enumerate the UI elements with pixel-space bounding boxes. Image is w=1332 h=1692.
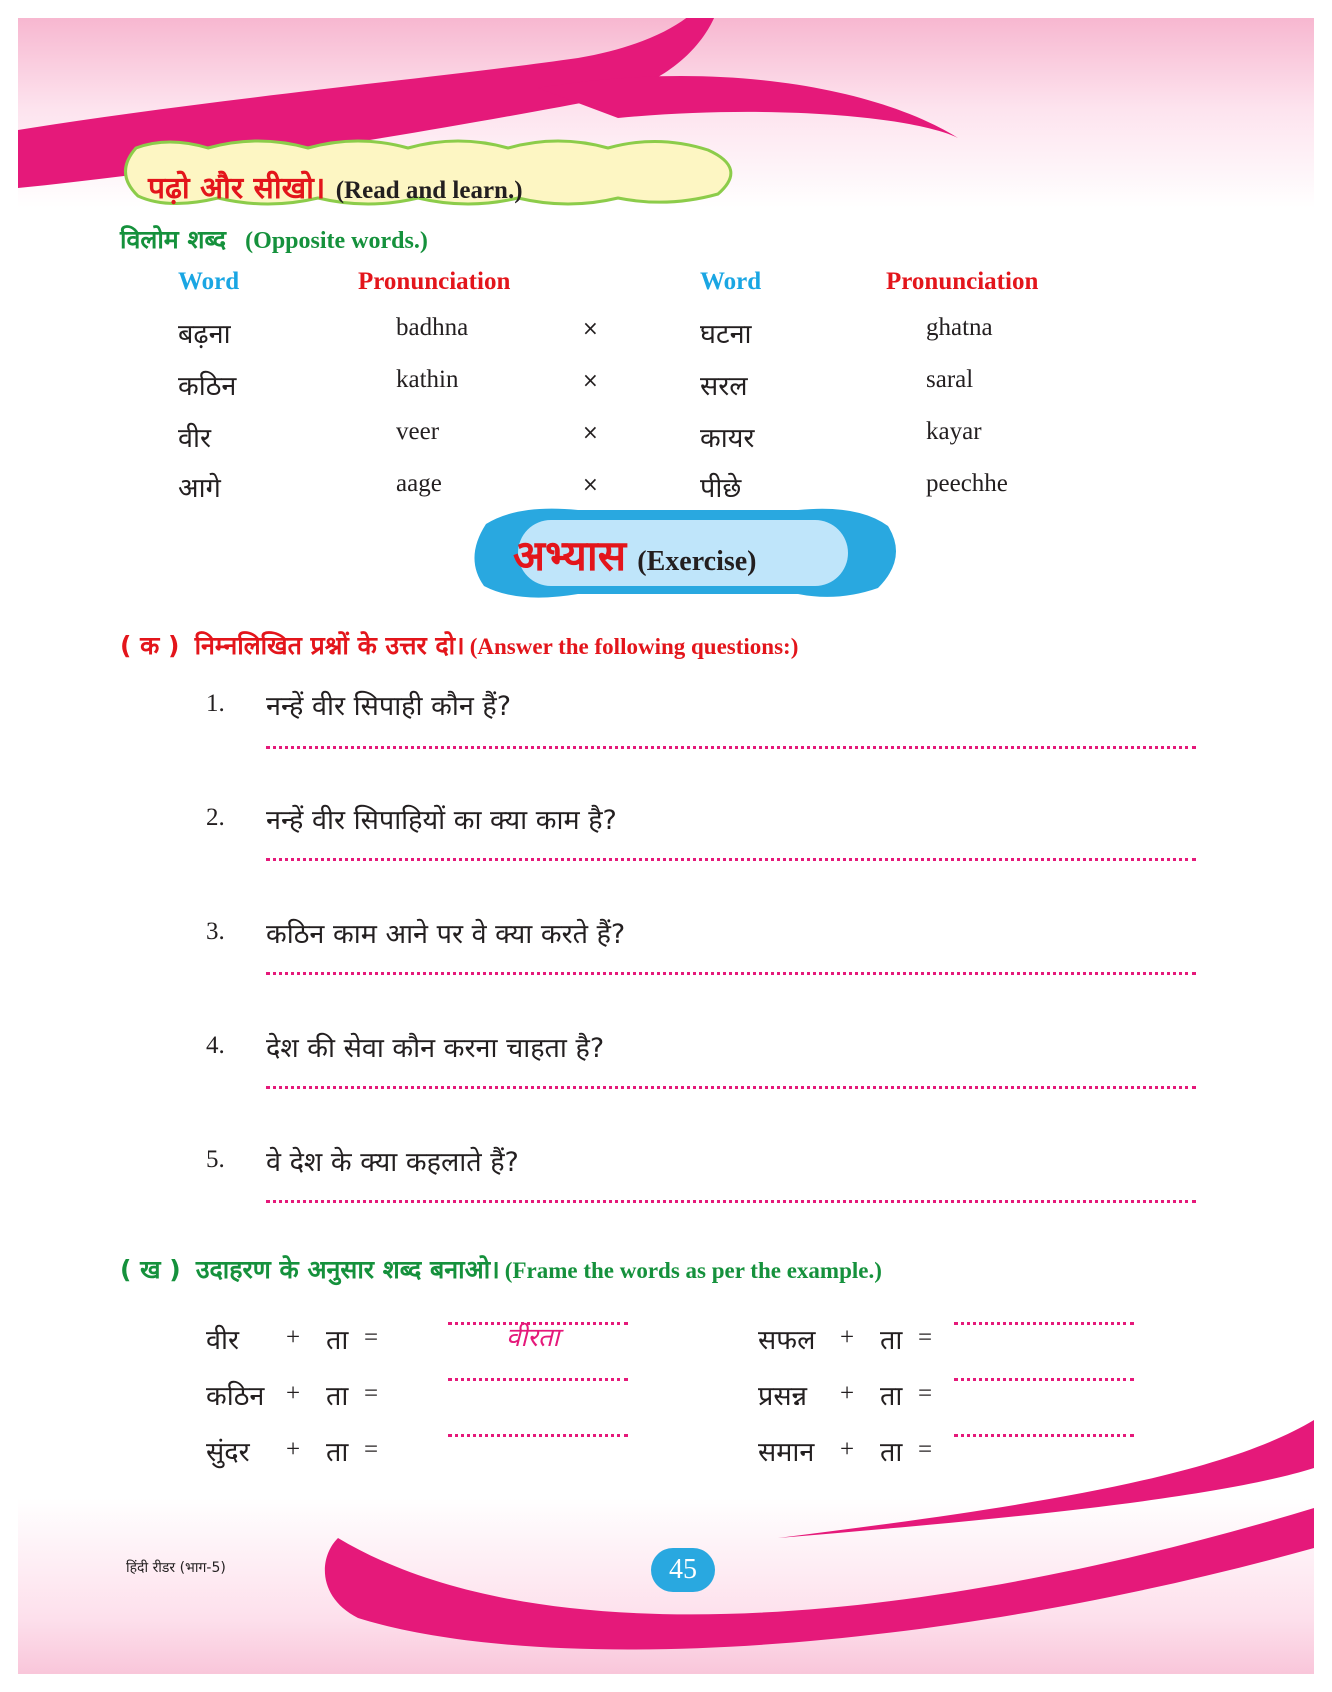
read-and-learn-title [148,166,523,207]
page-number: 45 [651,1548,715,1592]
pronunciation: veer [396,418,440,445]
opposite-separator: × [582,472,599,496]
answer-blank[interactable] [448,1434,628,1437]
pronunciation: aage [396,470,442,497]
answer-blank[interactable] [954,1434,1134,1437]
suffix: ता [326,1437,349,1468]
section-a-label: ( क ) [120,631,180,660]
answer-line[interactable] [266,1086,1196,1089]
equals-sign: = [918,1380,933,1407]
answer-line[interactable] [266,858,1196,861]
column-header-word-2: Word [700,268,762,295]
opposite-pronunciation: saral [926,366,974,393]
base-word: कठिन [206,1381,265,1412]
example-answer: वीरता [506,1323,560,1353]
book-title: हिंदी रीडर (भाग-5) [126,1560,226,1576]
suffix: ता [326,1325,349,1356]
base-word: समान [758,1437,815,1468]
word: आगे [178,473,221,504]
opposite-word: कायर [700,423,755,454]
question-number: 3. [206,918,225,945]
plus-sign: + [286,1380,301,1407]
section-b-label: ( ख ) [120,1255,181,1284]
exercise-title-english: (Exercise) [637,546,757,577]
column-header-pronunciation-2: Pronunciation [886,268,1039,295]
section-a-title-hindi: निम्नलिखित प्रश्नों के उत्तर दो। [194,631,465,660]
opposite-words-heading [120,222,428,256]
section-b-heading [120,1252,882,1286]
section-b-title-hindi: उदाहरण के अनुसार शब्द बनाओ। [195,1255,500,1284]
plus-sign: + [840,1324,855,1351]
answer-line[interactable] [266,746,1196,749]
base-word: सुंदर [206,1437,250,1468]
opposite-pronunciation: peechhe [926,470,1008,497]
word: कठिन [178,371,237,402]
question-text: कठिन काम आने पर वे क्या करते हैं? [266,919,626,950]
equals-sign: = [364,1436,379,1463]
opposite-word: सरल [700,371,748,402]
section-a-heading [120,628,798,662]
exercise-banner [513,526,757,583]
answer-line[interactable] [266,972,1196,975]
question-text: नन्हें वीर सिपाहियों का क्या काम है? [266,805,617,836]
plus-sign: + [840,1436,855,1463]
opposite-separator: × [582,316,599,340]
question-number: 2. [206,804,225,831]
question-text: देश की सेवा कौन करना चाहता है? [266,1033,605,1064]
equals-sign: = [364,1324,379,1351]
suffix: ता [880,1437,903,1468]
opposites-heading-hindi: विलोम शब्द [120,225,227,254]
base-word: वीर [206,1325,240,1356]
exercise-title-hindi: अभ्यास [513,531,627,580]
equals-sign: = [364,1380,379,1407]
section-a-title-english: (Answer the following questions:) [469,634,799,659]
word: बढ़ना [178,319,231,350]
answer-blank[interactable] [954,1378,1134,1381]
equals-sign: = [918,1436,933,1463]
decorative-swooshes [18,18,1314,1674]
column-header-pronunciation: Pronunciation [358,268,511,295]
pronunciation: badhna [396,314,469,341]
plus-sign: + [840,1380,855,1407]
suffix: ता [880,1381,903,1412]
title-english: (Read and learn.) [335,177,523,204]
opposite-pronunciation: kayar [926,418,982,445]
question-number: 4. [206,1032,225,1059]
equals-sign: = [918,1324,933,1351]
question-number: 1. [206,690,225,717]
base-word: प्रसन्न [758,1381,808,1412]
workbook-page [18,18,1314,1674]
pronunciation: kathin [396,366,459,393]
title-hindi: पढ़ो और सीखो। [148,171,326,206]
suffix: ता [326,1381,349,1412]
opposite-separator: × [582,368,599,392]
section-b-title-english: (Frame the words as per the example.) [504,1258,882,1283]
opposite-separator: × [582,420,599,444]
question-number: 5. [206,1146,225,1173]
base-word: सफल [758,1325,816,1356]
question-text: वे देश के क्या कहलाते हैं? [266,1147,519,1178]
suffix: ता [880,1325,903,1356]
opposites-heading-english: (Opposite words.) [245,228,428,254]
opposite-pronunciation: ghatna [926,314,993,341]
opposite-word: घटना [700,319,752,350]
plus-sign: + [286,1324,301,1351]
answer-blank[interactable] [954,1322,1134,1325]
word: वीर [178,423,212,454]
answer-blank[interactable] [448,1378,628,1381]
column-header-word: Word [178,268,240,295]
opposite-word: पीछे [700,473,742,504]
question-text: नन्हें वीर सिपाही कौन हैं? [266,691,512,722]
plus-sign: + [286,1436,301,1463]
answer-line[interactable] [266,1200,1196,1203]
